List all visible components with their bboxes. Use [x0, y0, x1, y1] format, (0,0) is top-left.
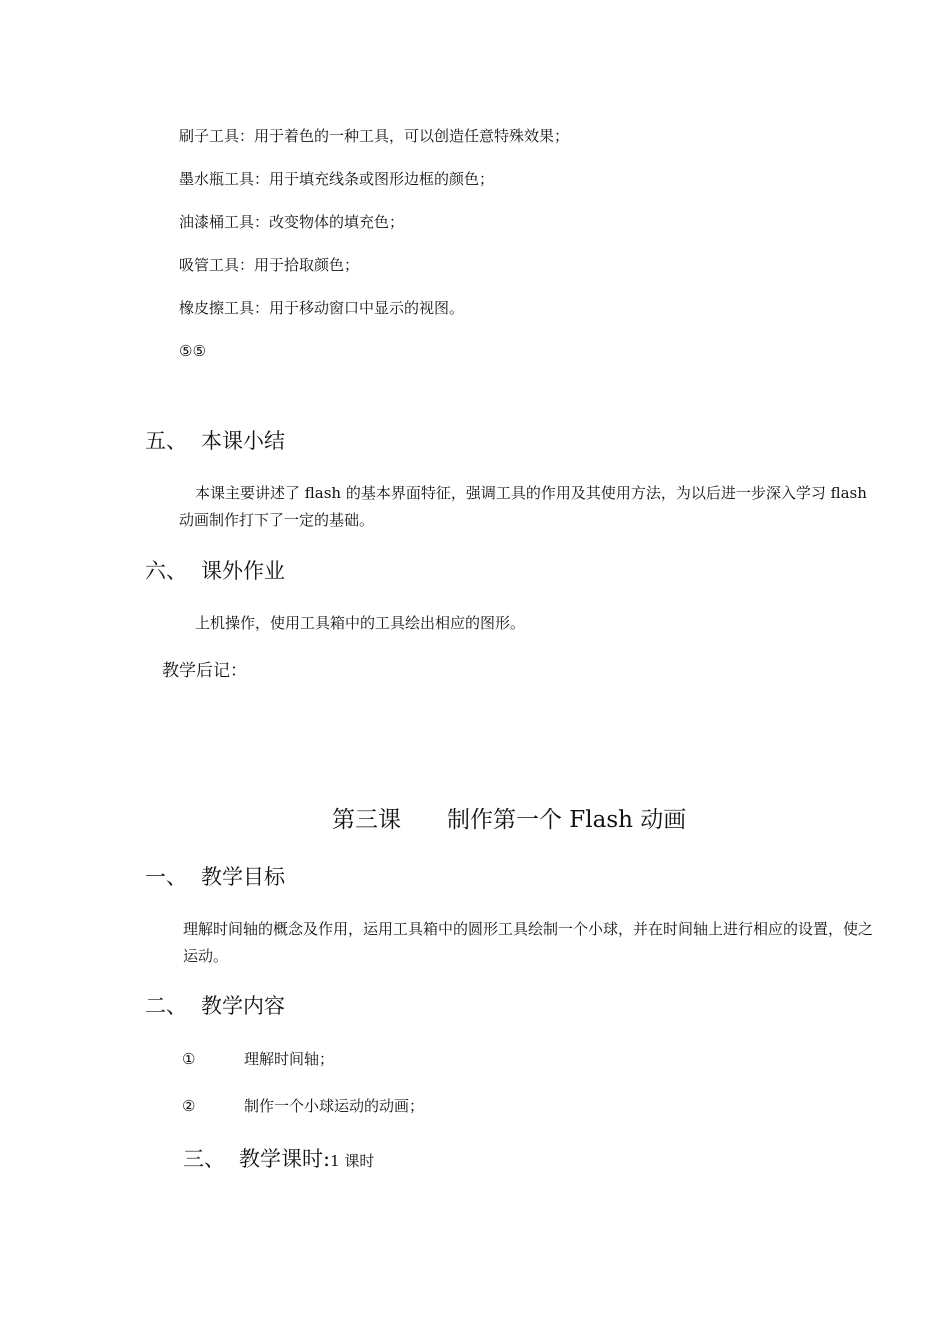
section-6-heading — [145, 557, 285, 585]
hours-value: 1 课时 — [330, 1152, 375, 1170]
content-item-text: 理解时间轴； — [244, 1050, 335, 1068]
section-5-number: 五、 — [145, 429, 187, 453]
objectives-number: 一、 — [145, 865, 187, 889]
content-heading — [145, 992, 285, 1020]
section-5-title: 本课小结 — [201, 429, 285, 453]
objectives-body: 理解时间轴的概念及作用，运用工具箱中的圆形工具绘制一个小球，并在时间轴上进行相应的设置，使之运动。 — [183, 920, 874, 965]
tool-eraser-line: 橡皮擦工具：用于移动窗口中显示的视图。 — [179, 299, 465, 317]
content-item-marker: ② — [182, 1097, 196, 1115]
content-list-item — [182, 1096, 424, 1116]
tool-brush-line: 刷子工具：用于着色的一种工具，可以创造任意特殊效果； — [179, 127, 570, 145]
lesson-3-name: 制作第一个 Flash 动画 — [447, 807, 687, 833]
section-6-body: 上机操作，使用工具箱中的工具绘出相应的图形。 — [195, 614, 526, 632]
tool-paint-bucket-line: 油漆桶工具：改变物体的填充色； — [179, 213, 405, 231]
lesson-3-number: 第三课 — [332, 807, 401, 833]
lesson-3-title — [332, 805, 686, 835]
hours-number: 三、 — [183, 1147, 225, 1171]
tool-ink-bottle-line: 墨水瓶工具：用于填充线条或图形边框的颜色； — [179, 170, 495, 188]
section-6-title: 课外作业 — [201, 559, 285, 583]
section-6-number: 六、 — [145, 559, 187, 583]
objectives-title: 教学目标 — [201, 865, 285, 889]
hours-heading: 三、 教学课时:1 课时 — [183, 1147, 375, 1171]
section-5-heading — [145, 427, 285, 455]
content-list-item — [182, 1049, 334, 1069]
teaching-postscript-label: 教学后记： — [162, 661, 247, 681]
content-number: 二、 — [145, 994, 187, 1018]
content-item-marker: ① — [182, 1050, 196, 1068]
tool-list-marker: ⑤⑤ — [179, 342, 206, 360]
content-item-text: 制作一个小球运动的动画； — [244, 1097, 425, 1115]
content-title: 教学内容 — [201, 994, 285, 1018]
hours-title: 教学课时 — [239, 1147, 323, 1171]
objectives-heading — [145, 863, 285, 891]
section-5-body: 本课主要讲述了 flash 的基本界面特征，强调工具的作用及其使用方法，为以后进一步深入学习 flash 动画制作打下了一定的基础。 — [179, 484, 867, 529]
tool-eyedropper-line: 吸管工具：用于拾取颜色； — [179, 256, 360, 274]
